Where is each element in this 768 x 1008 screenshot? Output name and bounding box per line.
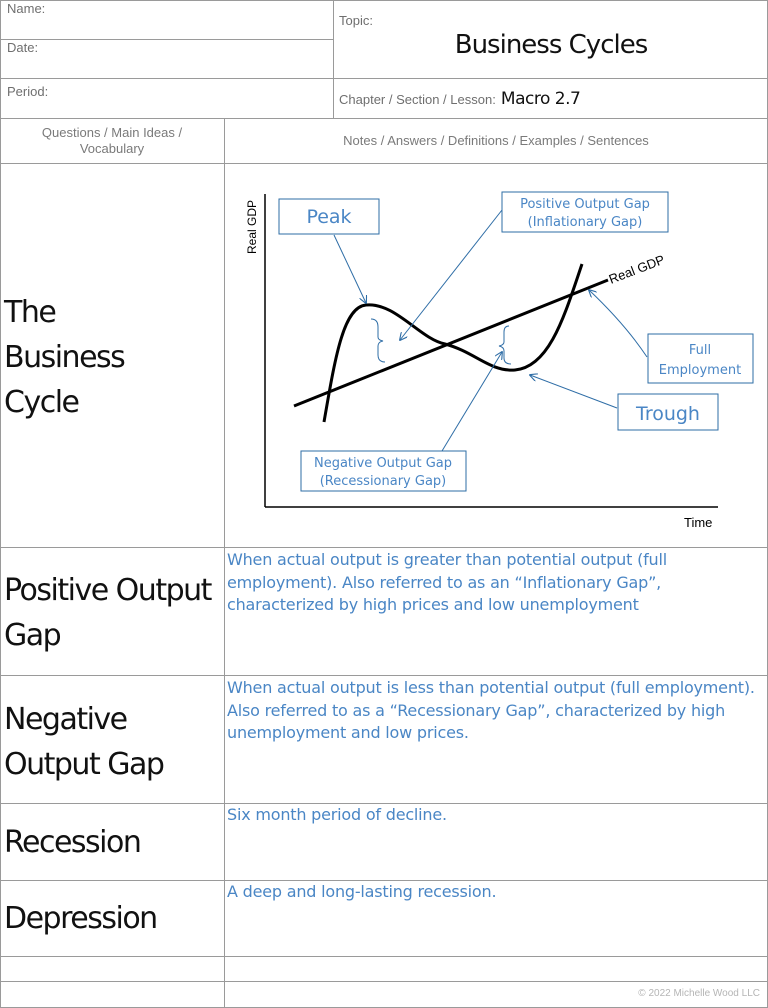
positive-gap-bracket	[371, 319, 385, 362]
term-negative-output-gap: Negative Output Gap	[4, 702, 164, 782]
divider-name-date	[0, 39, 333, 40]
peak-arrow	[334, 235, 366, 303]
definition-recession: Six month period of decline.	[227, 805, 447, 824]
period-label: Period:	[7, 84, 49, 99]
positive-gap-label-line1: Positive Output Gap	[520, 197, 650, 212]
full-employment-label-line1: Full	[688, 343, 712, 358]
date-label: Date:	[7, 40, 39, 55]
term-recession: Recession	[4, 825, 141, 860]
divider-header-bottom	[0, 118, 768, 119]
term-depression: Depression	[4, 901, 157, 936]
positive-gap-label-line2: (Inflationary Gap)	[527, 215, 643, 230]
lesson-value: Macro 2.7	[500, 89, 581, 109]
trend-line-label: Real GDP	[606, 251, 667, 287]
business-cycle-diagram	[225, 164, 767, 547]
topic-title: Business Cycles	[454, 30, 648, 60]
lesson-line	[339, 89, 580, 109]
negative-gap-arrow	[442, 352, 502, 451]
lesson-label: Chapter / Section / Lesson:	[339, 92, 496, 107]
divider-row6	[0, 981, 768, 982]
divider-row5	[0, 956, 768, 957]
copyright-notice: © 2022 Michelle Wood LLC	[638, 988, 760, 999]
trough-arrow	[530, 375, 617, 408]
divider-row2	[0, 675, 768, 676]
negative-gap-label-line2: (Recessionary Gap)	[319, 474, 447, 489]
column-heading-right: Notes / Answers / Definitions / Examples / Sentences	[343, 133, 649, 148]
border-top	[0, 0, 768, 1]
x-axis-label: Time	[684, 515, 713, 530]
term-business-cycle: The Business Cycle	[4, 295, 125, 420]
definition-positive-output-gap: When actual output is greater than potential output (full employment). Also referred to as an “Inflationary Gap”, characterized by high prices and low unemployment	[227, 550, 667, 614]
peak-label: Peak	[306, 206, 352, 228]
negative-gap-label-line1: Negative Output Gap	[313, 456, 453, 471]
full-employment-label-line2: Employment	[658, 363, 742, 378]
definition-negative-output-gap: When actual output is less than potential output (full employment). Also referred to as a “Recessionary Gap”, characterized by high unemployment and low prices.	[227, 678, 755, 742]
negative-gap-bracket	[499, 326, 511, 364]
column-heading-left: Questions / Main Ideas / Vocabulary	[41, 125, 183, 156]
y-axis-label: Real GDP	[245, 199, 259, 254]
topic-label: Topic:	[339, 13, 373, 28]
divider-row1	[0, 547, 768, 548]
term-positive-output-gap: Positive Output Gap	[4, 573, 211, 653]
divider-header-lesson	[0, 78, 768, 79]
positive-gap-arrow	[400, 210, 502, 340]
border-left	[0, 0, 1, 1008]
full-employment-arrow	[589, 290, 647, 357]
definition-depression: A deep and long-lasting recession.	[227, 882, 497, 901]
trough-label: Trough	[636, 403, 700, 425]
name-label: Name:	[7, 1, 46, 16]
